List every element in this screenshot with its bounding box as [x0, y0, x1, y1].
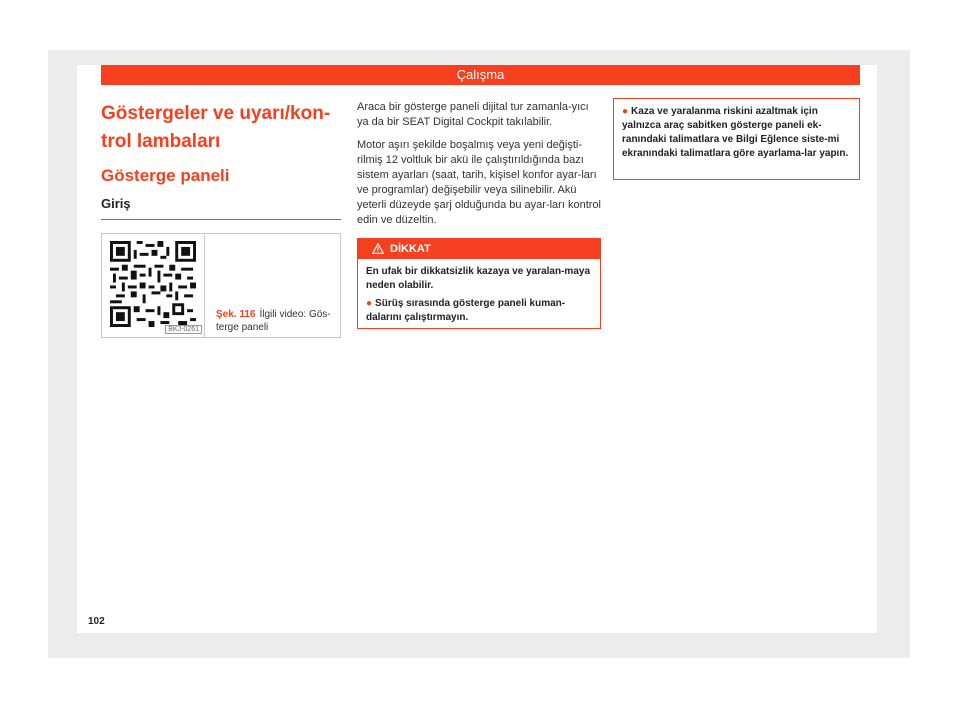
- warning-body: [358, 259, 600, 335]
- figure-caption-text: İlgili video: Gös-terge paneli: [216, 309, 331, 333]
- warning-bullet-item: [366, 297, 592, 325]
- warning-title: DİKKAT: [390, 243, 431, 255]
- caution-note-box: [613, 98, 860, 180]
- qr-code-icon[interactable]: [110, 241, 196, 327]
- page-number: 102: [88, 616, 105, 627]
- chapter-header: Çalışma: [101, 65, 860, 85]
- warning-text: En ufak bir dikkatsizlik kazaya ve yaralan-maya neden olabilir.: [366, 266, 591, 291]
- section-title-line1: Göstergeler ve uyarı/kon-: [101, 103, 331, 124]
- warning-bullet-text: Sürüş sırasında gösterge paneli kuman-dalarını çalıştırmayın.: [366, 298, 566, 323]
- section-subtitle: Gösterge paneli: [101, 166, 230, 185]
- qr-code-panel: [102, 234, 205, 337]
- warning-header: [358, 239, 600, 259]
- warning-triangle-icon: [372, 243, 384, 254]
- warning-box: [357, 238, 601, 329]
- figure-number: Şek. 116: [216, 309, 256, 320]
- body-paragraph-1: Araca bir gösterge paneli dijital tur zamanla-yıcı ya da bir SEAT Digital Cockpit takılabilir.: [357, 101, 589, 128]
- figure-caption: [216, 308, 336, 334]
- body-paragraph-2: Motor aşırı şekilde boşalmış veya yeni değişti-rilmiş 12 voltluk bir akü ile çalıştırıldığında bazı sistem ayarları (saat, tarih, kişisel konfor ayar-ları ve programlar) değişebilir veya silinebilir. Akü yeterli düzeyde şarj olduğunda bu ayar-ları kontrol edin ve düzeltin.: [357, 139, 601, 226]
- bullet-icon: ●: [366, 298, 373, 309]
- subsection-heading: Giriş: [101, 196, 341, 220]
- body-text: [357, 100, 601, 236]
- figure-box: [101, 233, 341, 338]
- bullet-icon: ●: [622, 106, 629, 117]
- section-title-line2: trol lambaları: [101, 131, 221, 152]
- caution-note-text: Kaza ve yaralanma riskini azaltmak için yalnızca araç sabitken gösterge paneli ek-ranındaki talimatlara ve Bilgi Eğlence siste-mi ekranındaki talimatlara göre ayarlama-lar yapın.: [622, 106, 849, 159]
- section-title: [101, 100, 341, 156]
- figure-code: BKJ-0261: [165, 325, 202, 334]
- section-heading-block: [101, 100, 341, 220]
